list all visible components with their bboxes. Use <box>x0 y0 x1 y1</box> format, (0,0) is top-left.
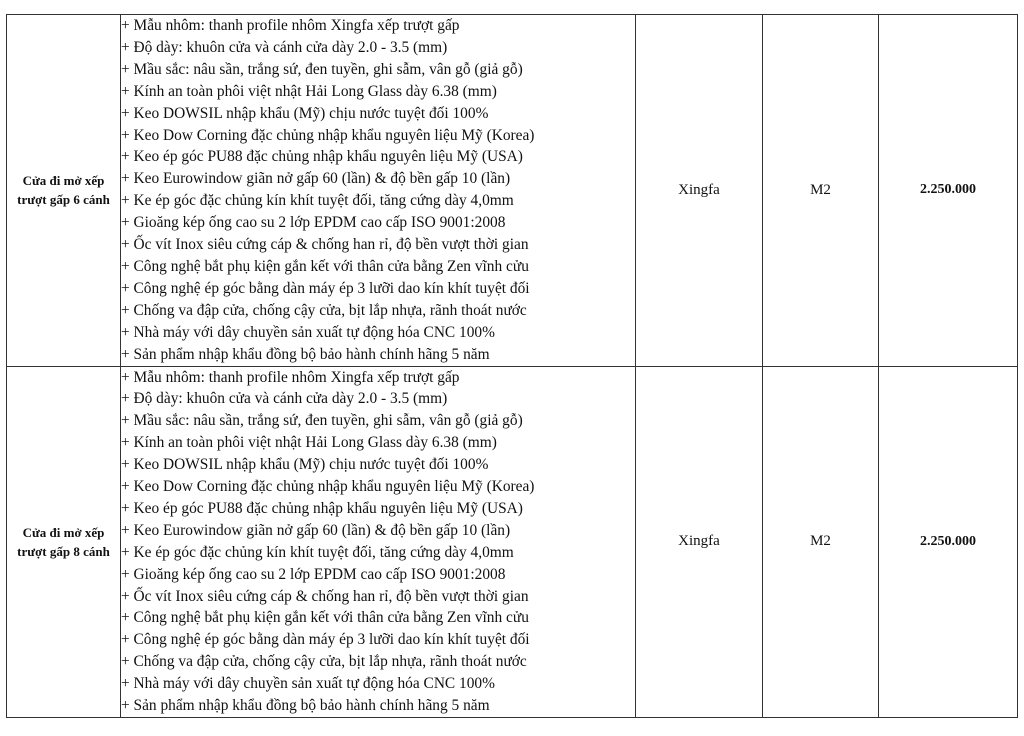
spec-cell <box>121 15 636 367</box>
spec-item: + Chống va đập cửa, chống cậy cửa, bịt lắp nhựa, rãnh thoát nước <box>121 653 527 671</box>
spec-item: + Keo Eurowindow giãn nở gấp 60 (lần) & độ bền gấp 10 (lần) <box>121 521 511 539</box>
brand-cell: Xingfa <box>636 366 763 718</box>
spec-item: + Ke ép góc đặc chủng kín khít tuyệt đối, tăng cứng dày 4,0mm <box>121 543 514 561</box>
spec-item: + Mầu sắc: nâu sần, trắng sứ, đen tuyền, ghi sẫm, vân gỗ (giả gỗ) <box>121 412 523 430</box>
product-name-cell: Cửa đi mở xếp trượt gấp 8 cánh <box>7 366 121 718</box>
spec-item: + Kính an toàn phôi việt nhật Hải Long Glass dày 6.38 (mm) <box>121 434 497 452</box>
spec-item: + Ke ép góc đặc chủng kín khít tuyệt đối, tăng cứng dày 4,0mm <box>121 192 514 210</box>
spec-item: + Keo Dow Corning đặc chủng nhập khẩu nguyên liệu Mỹ (Korea) <box>121 478 535 496</box>
spec-item: + Công nghệ bắt phụ kiện gắn kết với thân cửa bằng Zen vĩnh cửu <box>121 609 529 627</box>
spec-item: + Độ dày: khuôn cửa và cánh cửa dày 2.0 - 3.5 (mm) <box>121 390 448 408</box>
product-name-cell: Cửa đi mở xếp trượt gấp 6 cánh <box>7 15 121 367</box>
price-cell: 2.250.000 <box>879 366 1018 718</box>
spec-item: + Công nghệ ép góc bằng dàn máy ép 3 lưỡi dao kín khít tuyệt đối <box>121 631 530 649</box>
price-table <box>6 14 1018 718</box>
table-row <box>7 15 1018 367</box>
spec-item: + Keo DOWSIL nhập khẩu (Mỹ) chịu nước tuyệt đối 100% <box>121 104 489 122</box>
spec-item: + Độ dày: khuôn cửa và cánh cửa dày 2.0 - 3.5 (mm) <box>121 38 448 56</box>
spec-item: + Sản phẩm nhập khẩu đồng bộ bảo hành chính hãng 5 năm <box>121 345 490 363</box>
spec-item: + Keo DOWSIL nhập khẩu (Mỹ) chịu nước tuyệt đối 100% <box>121 456 489 474</box>
unit-cell: M2 <box>763 366 879 718</box>
spec-item: + Công nghệ bắt phụ kiện gắn kết với thân cửa bằng Zen vĩnh cửu <box>121 257 529 275</box>
spec-item: + Ốc vít Inox siêu cứng cáp & chống han rỉ, độ bền vượt thời gian <box>121 236 529 254</box>
brand-cell: Xingfa <box>636 15 763 367</box>
spec-list <box>121 15 635 366</box>
spec-list <box>121 367 635 718</box>
price-cell: 2.250.000 <box>879 15 1018 367</box>
spec-item: + Nhà máy với dây chuyền sản xuất tự động hóa CNC 100% <box>121 675 495 693</box>
spec-item: + Gioăng kép ống cao su 2 lớp EPDM cao cấp ISO 9001:2008 <box>121 565 506 583</box>
table-row <box>7 366 1018 718</box>
spec-item: + Mẫu nhôm: thanh profile nhôm Xingfa xếp trượt gấp <box>121 17 460 34</box>
spec-item: + Ốc vít Inox siêu cứng cáp & chống han rỉ, độ bền vượt thời gian <box>121 587 529 605</box>
spec-item: + Nhà máy với dây chuyền sản xuất tự động hóa CNC 100% <box>121 323 495 341</box>
spec-item: + Gioăng kép ống cao su 2 lớp EPDM cao cấp ISO 9001:2008 <box>121 214 506 232</box>
unit-cell: M2 <box>763 15 879 367</box>
spec-item: + Mẫu nhôm: thanh profile nhôm Xingfa xếp trượt gấp <box>121 368 460 386</box>
spec-item: + Keo ép góc PU88 đặc chủng nhập khẩu nguyên liệu Mỹ (USA) <box>121 499 523 517</box>
spec-item: + Kính an toàn phôi việt nhật Hải Long Glass dày 6.38 (mm) <box>121 82 497 100</box>
spec-item: + Keo ép góc PU88 đặc chủng nhập khẩu nguyên liệu Mỹ (USA) <box>121 148 523 166</box>
spec-item: + Sản phẩm nhập khẩu đồng bộ bảo hành chính hãng 5 năm <box>121 697 490 715</box>
spec-item: + Mầu sắc: nâu sần, trắng sứ, đen tuyền, ghi sẫm, vân gỗ (giả gỗ) <box>121 60 523 78</box>
spec-item: + Chống va đập cửa, chống cậy cửa, bịt lắp nhựa, rãnh thoát nước <box>121 301 527 319</box>
spec-item: + Công nghệ ép góc bằng dàn máy ép 3 lưỡi dao kín khít tuyệt đối <box>121 279 530 297</box>
spec-item: + Keo Eurowindow giãn nở gấp 60 (lần) & độ bền gấp 10 (lần) <box>121 170 511 188</box>
spec-cell <box>121 366 636 718</box>
spec-item: + Keo Dow Corning đặc chủng nhập khẩu nguyên liệu Mỹ (Korea) <box>121 126 535 144</box>
